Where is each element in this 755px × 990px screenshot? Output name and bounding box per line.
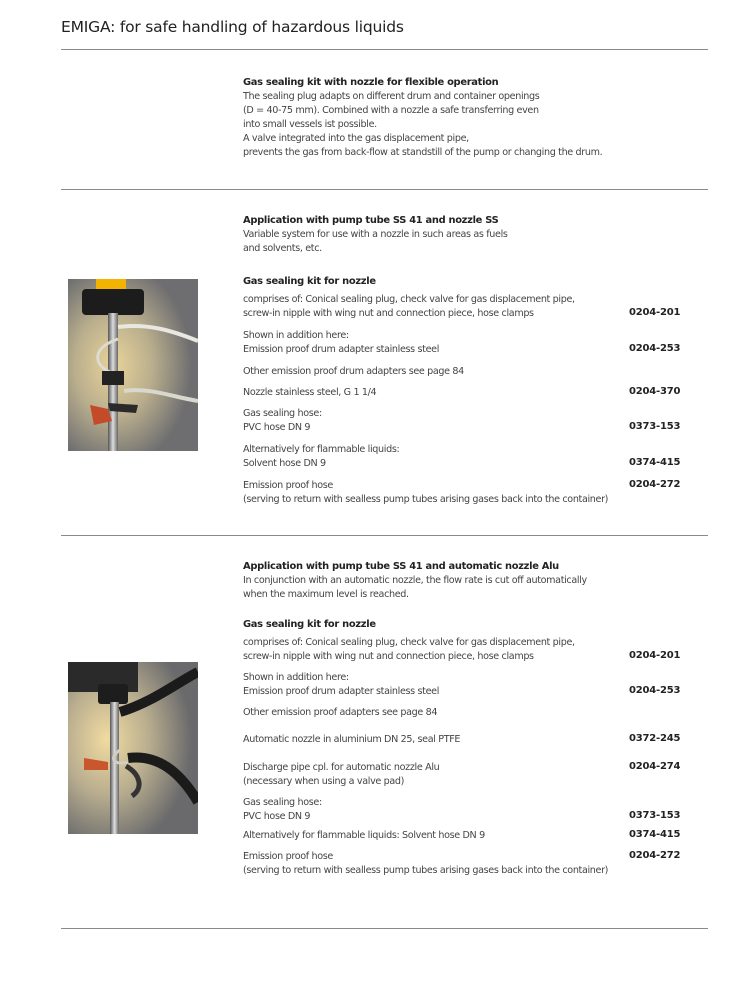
article-number: 0204-201 (629, 650, 681, 661)
article-number: 0374-415 (629, 457, 681, 468)
list-item (243, 796, 673, 824)
item-line: Emission proof drum adapter stainless steel (243, 344, 440, 355)
section-heading: Gas sealing kit with nozzle for flexible operation (243, 77, 499, 88)
item-line: screw-in nipple with wing nut and connection piece, hose clamps (243, 308, 534, 319)
item-line: Nozzle stainless steel, G 1 1/4 (243, 387, 377, 398)
item-line: Solvent hose DN 9 (243, 458, 326, 469)
item-line: Other emission proof drum adapters see page 84 (243, 366, 464, 377)
item-line: Gas sealing hose: (243, 797, 322, 808)
item-line: PVC hose DN 9 (243, 811, 311, 822)
article-number: 0204-272 (629, 479, 681, 490)
article-number: 0374-415 (629, 829, 681, 840)
article-number: 0204-272 (629, 850, 681, 861)
article-number: 0373-153 (629, 810, 681, 821)
kit-heading-text: Gas sealing kit for nozzle (243, 619, 376, 630)
list-item (243, 329, 673, 357)
section-intro-line: In conjunction with an automatic nozzle, the flow rate is cut off automatically (243, 575, 587, 586)
item-line: Shown in addition here: (243, 672, 349, 683)
item-line: screw-in nipple with wing nut and connection piece, hose clamps (243, 651, 534, 662)
section-text-line: prevents the gas from back-flow at standstill of the pump or changing the drum. (243, 147, 603, 158)
section-divider (61, 535, 708, 536)
item-line: PVC hose DN 9 (243, 422, 311, 433)
section-intro-line: and solvents, etc. (243, 243, 322, 254)
item-line: Emission proof hose (243, 851, 333, 862)
list-item (243, 386, 673, 400)
section-application-automatic-nozzle (243, 560, 683, 602)
item-line: Alternatively for flammable liquids: Solvent hose DN 9 (243, 830, 485, 841)
item-line: Shown in addition here: (243, 330, 349, 341)
section-text-line: (D = 40-75 mm). Combined with a nozzle a safe transferring even (243, 105, 539, 116)
list-item (243, 733, 673, 747)
section-gas-sealing-kit (243, 76, 683, 160)
article-number: 0204-253 (629, 343, 681, 354)
section-intro-line: when the maximum level is reached. (243, 589, 409, 600)
section-text-line: A valve integrated into the gas displacement pipe, (243, 133, 469, 144)
section-intro-line: Variable system for use with a nozzle in such areas as fuels (243, 229, 508, 240)
item-line: Emission proof drum adapter stainless steel (243, 686, 440, 697)
item-line: Discharge pipe cpl. for automatic nozzle Alu (243, 762, 440, 773)
item-line: Alternatively for flammable liquids: (243, 444, 400, 455)
list-item (243, 407, 673, 435)
kit-heading (243, 275, 683, 289)
item-line: (serving to return with sealless pump tubes arising gases back into the container) (243, 494, 609, 505)
kit-heading-text: Gas sealing kit for nozzle (243, 276, 376, 287)
page-title: EMIGA: for safe handling of hazardous liquids (61, 18, 404, 36)
article-number: 0204-370 (629, 386, 681, 397)
list-item (243, 443, 673, 471)
section-text-line: into small vessels ist possible. (243, 119, 377, 130)
list-item (243, 293, 673, 321)
section-heading: Application with pump tube SS 41 and automatic nozzle Alu (243, 561, 559, 572)
list-item (243, 850, 673, 878)
item-line: comprises of: Conical sealing plug, check valve for gas displacement pipe, (243, 294, 575, 305)
footer-divider (61, 928, 708, 929)
item-line: (serving to return with sealless pump tubes arising gases back into the container) (243, 865, 609, 876)
article-number: 0204-274 (629, 761, 681, 772)
item-line: (necessary when using a valve pad) (243, 776, 405, 787)
list-item (243, 479, 673, 507)
section-application-nozzle-ss (243, 214, 683, 256)
article-number: 0204-253 (629, 685, 681, 696)
item-line: comprises of: Conical sealing plug, check valve for gas displacement pipe, (243, 637, 575, 648)
kit-heading (243, 618, 683, 632)
list-item (243, 706, 673, 720)
item-line: Automatic nozzle in aluminium DN 25, seal PTFE (243, 734, 461, 745)
list-item (243, 761, 673, 789)
section-heading: Application with pump tube SS 41 and nozzle SS (243, 215, 499, 226)
article-number: 0372-245 (629, 733, 681, 744)
list-item (243, 829, 673, 843)
item-line: Emission proof hose (243, 480, 333, 491)
list-item (243, 636, 673, 664)
article-number: 0373-153 (629, 421, 681, 432)
product-photo-automatic-nozzle (68, 662, 198, 834)
section-divider (61, 189, 708, 190)
list-item (243, 365, 673, 379)
article-number: 0204-201 (629, 307, 681, 318)
item-line: Gas sealing hose: (243, 408, 322, 419)
item-line: Other emission proof adapters see page 84 (243, 707, 438, 718)
section-text-line: The sealing plug adapts on different drum and container openings (243, 91, 540, 102)
list-item (243, 671, 673, 699)
header-divider (61, 49, 708, 50)
product-photo-nozzle-ss (68, 279, 198, 451)
